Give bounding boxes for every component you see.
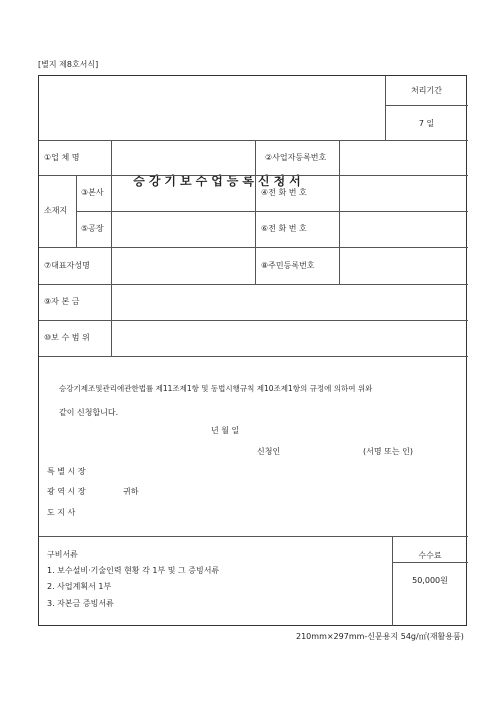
attachment-item: 1. 보수설비·기술인력 현황 각 1부 및 그 증빙서류 <box>47 566 220 575</box>
applicant-label: 신청인 <box>257 447 281 456</box>
divider <box>39 175 76 176</box>
statement-line1: 승강기제조및관리에관한법률 제11조제1항 및 동법시행규칙 제10조제1항의 규정에 의하여 위와 <box>59 384 373 393</box>
processing-period-value: 7 일 <box>418 119 435 128</box>
divider <box>339 140 340 284</box>
divider <box>255 140 256 284</box>
divider <box>39 247 468 248</box>
attachment-item: 3. 자본금 증빙서류 <box>47 599 114 608</box>
signature-label: (서명 또는 인) <box>363 447 413 456</box>
factory-phone-label: ⑥전 화 번 호 <box>261 224 307 233</box>
paper-spec-footer: 210mm×297mm-신문용지 54g/㎡(재활용품) <box>296 632 464 641</box>
divider <box>111 140 112 356</box>
representative-label: ⑦대표자성명 <box>44 261 90 270</box>
recipient-province: 도 지 사 <box>47 508 76 517</box>
divider <box>76 175 77 247</box>
form-title: 승강기보수업등록신청서 <box>133 174 305 188</box>
divider <box>39 140 468 141</box>
divider <box>76 211 468 212</box>
divider <box>392 562 468 563</box>
honorific: 귀하 <box>123 487 139 496</box>
head-office-phone-label: ④전 화 번 호 <box>261 188 307 197</box>
head-office-label: ③본사 <box>81 188 104 197</box>
divider <box>39 356 468 357</box>
company-name-label: ①업 체 명 <box>44 153 80 162</box>
divider <box>385 76 386 140</box>
divider <box>385 105 468 106</box>
application-date: 년 월 일 <box>211 426 240 435</box>
recipient-metro-city: 광 역 시 장 <box>47 487 86 496</box>
business-reg-label: ②사업자등록번호 <box>265 153 327 162</box>
divider <box>39 536 468 537</box>
divider <box>76 175 468 176</box>
location-label: 소재지 <box>44 206 68 215</box>
attachment-item: 2. 사업계획서 1부 <box>47 582 112 591</box>
fee-amount: 50,000원 <box>412 576 448 585</box>
statement-line2: 같이 신청합니다. <box>59 408 119 417</box>
processing-period-label: 처리기간 <box>411 86 442 95</box>
application-form <box>38 75 467 626</box>
divider <box>39 284 468 285</box>
factory-label: ⑤공장 <box>81 224 104 233</box>
divider <box>39 320 468 321</box>
scope-label: ⑩보 수 범 위 <box>44 333 90 342</box>
resident-reg-label: ⑧주민등록번호 <box>261 261 315 270</box>
attachments-heading: 구비서류 <box>47 550 78 559</box>
form-number: [별지 제8호서식] <box>38 60 99 69</box>
capital-label: ⑨자 본 금 <box>44 297 80 306</box>
recipient-special-city: 특 별 시 장 <box>47 467 86 476</box>
fee-label: 수수료 <box>418 551 442 560</box>
